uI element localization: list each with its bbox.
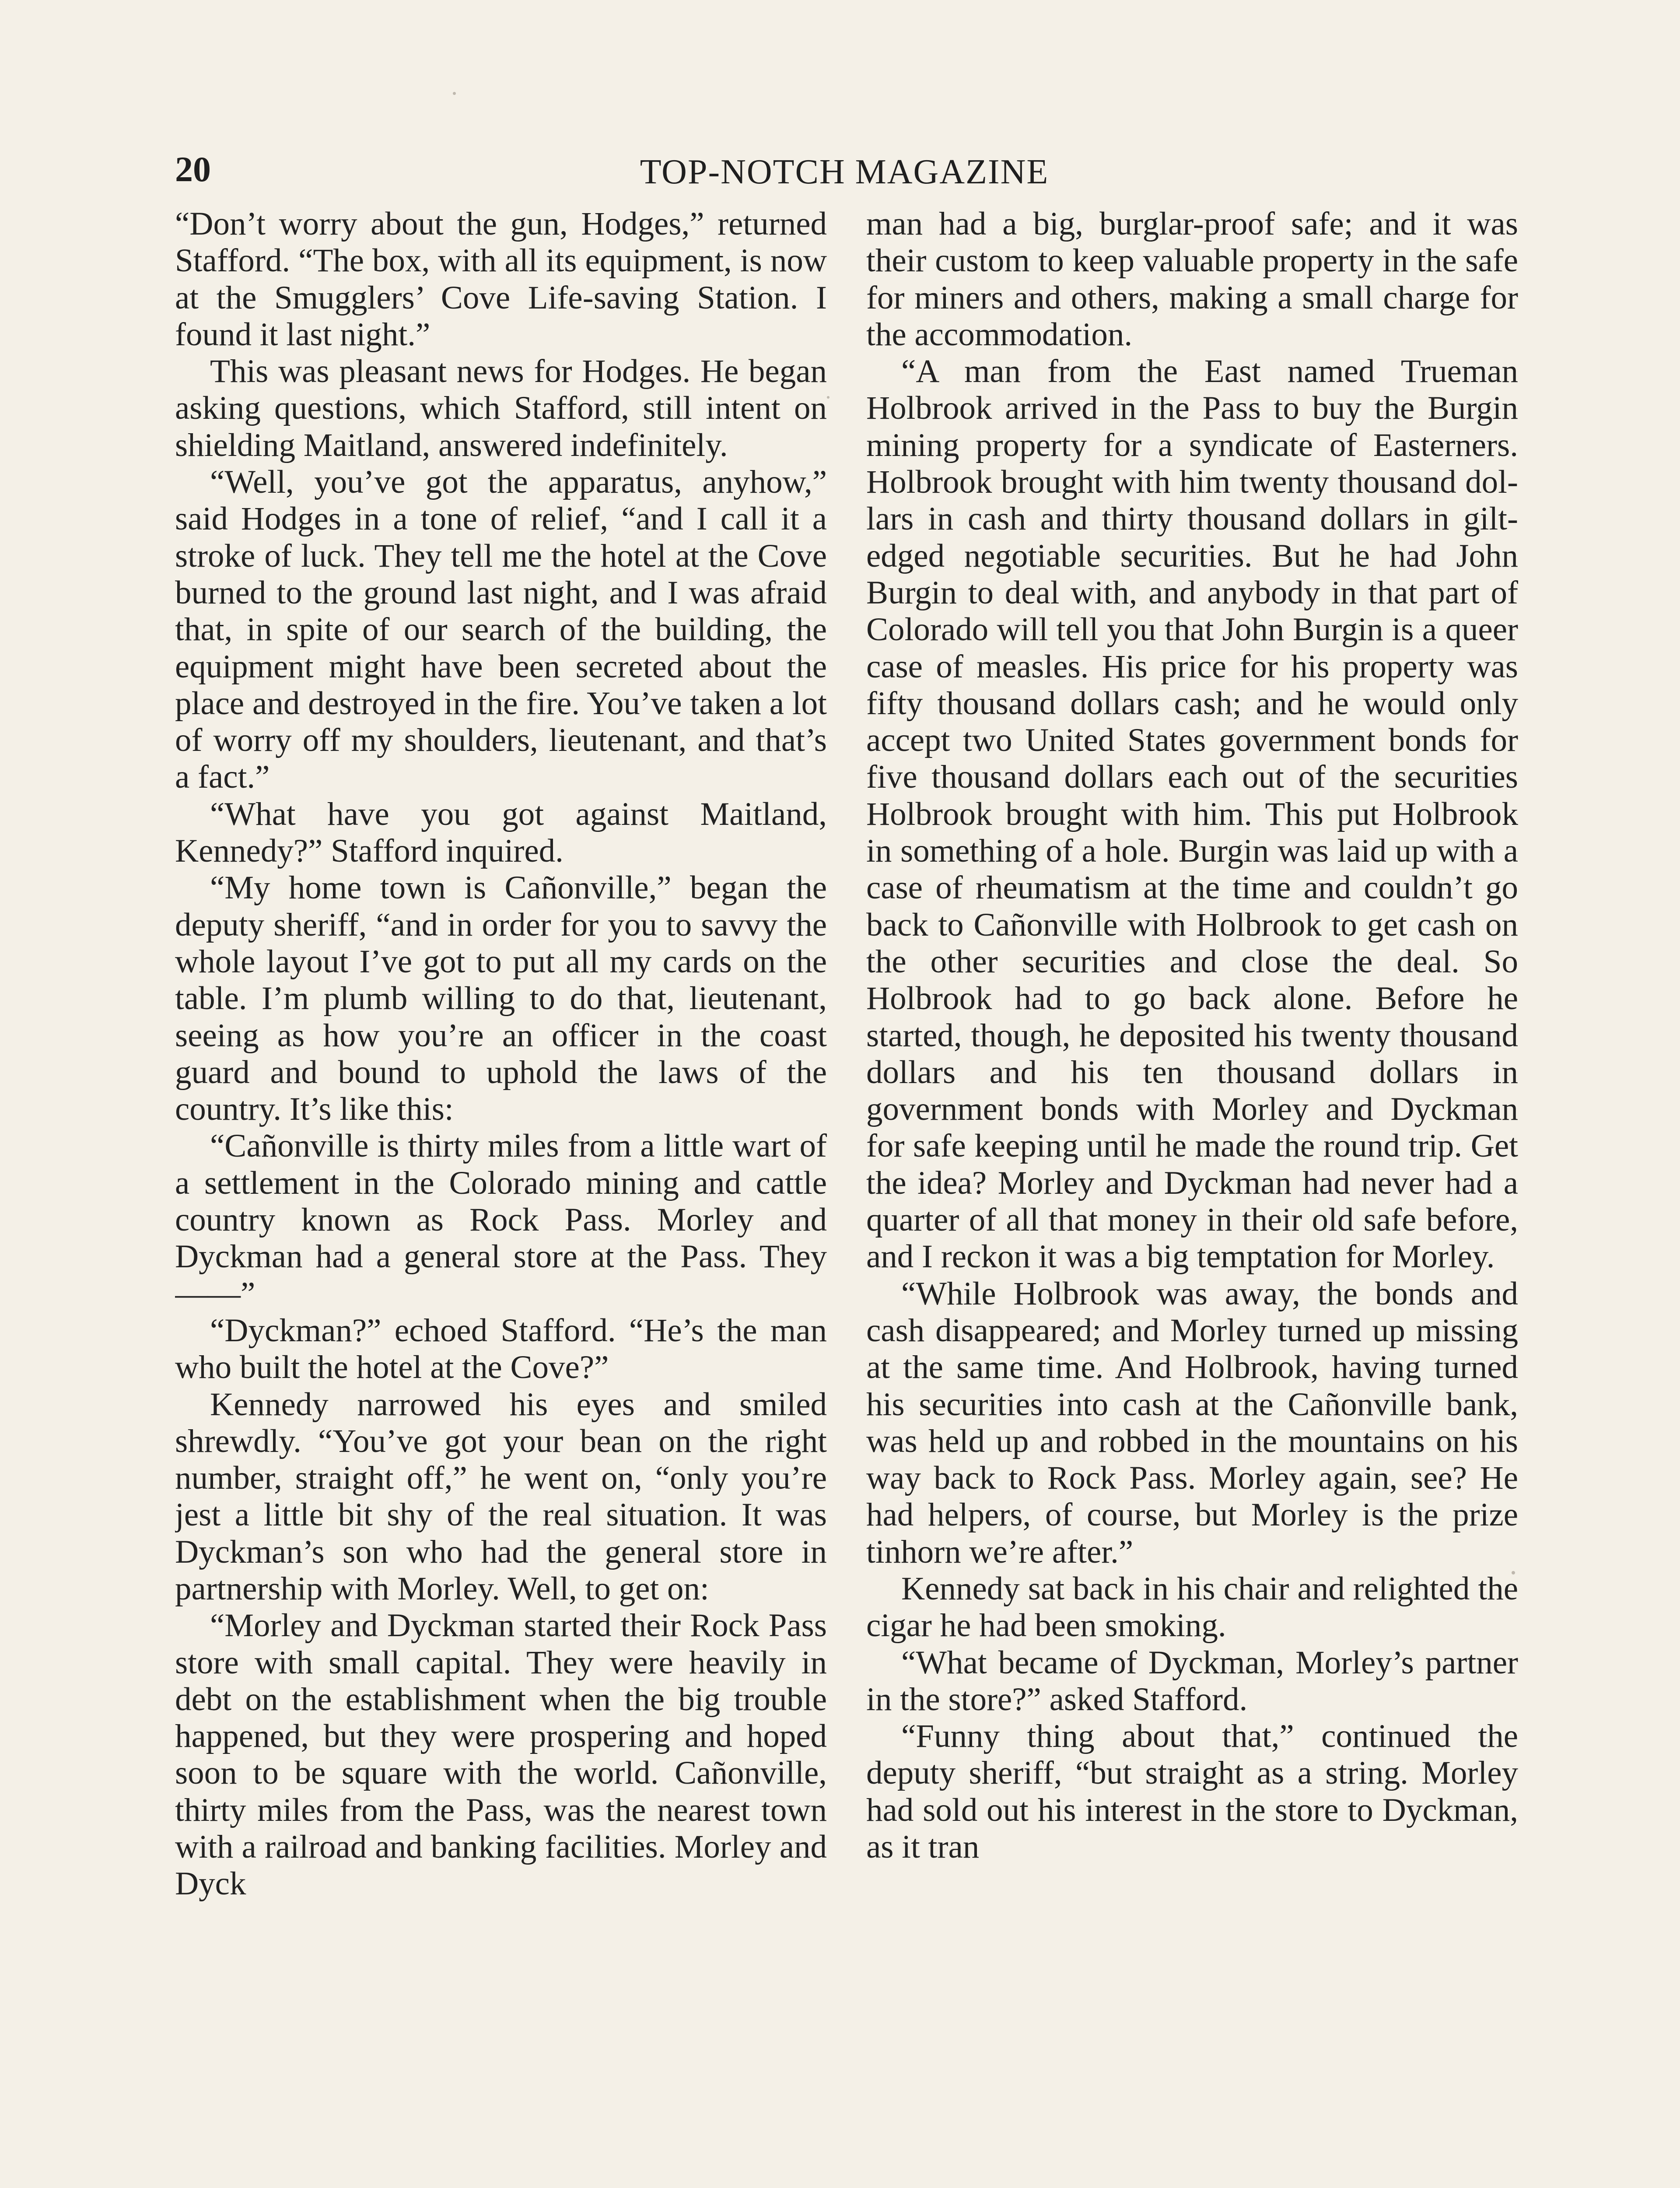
paragraph: “Well, you’ve got the apparatus, anyhow,” said Hodges in a tone of relief, “and I call it a stroke of luck. They tell me the hotel at the Cove burned to the ground last night, and I was afraid that, in spite of our search of the building, the equipment might have been secreted about the place and destroyed in the fire. You’ve taken a lot of worry off my shoulders, lieutenant, and that’s a fact.” <box>175 464 827 796</box>
paper-speck <box>1512 1571 1515 1574</box>
paragraph: “While Holbrook was away, the bonds and cash disappeared; and Morley turned up missing at the same time. And Holbrook, having turned his securities into cash at the Cañonville bank, was held up and robbed in the mountains on his way back to Rock Pass. Morley again, see? He had helpers, of course, but Morley is the prize tinhorn we’re after.” <box>866 1275 1518 1570</box>
page-number: 20 <box>175 149 211 189</box>
page-header <box>175 144 1514 201</box>
paragraph: “What became of Dyckman, Morley’s partner in the store?” asked Stafford. <box>866 1644 1518 1718</box>
paragraph: “A man from the East named Trueman Holbrook arrived in the Pass to buy the Burgin mining property for a syndicate of Easterners. Holbrook brought with him twenty thousand dollars in cash and thirty thousand dollars in gilt-edged negotiable securities. But he had John Burgin to deal with, and anybody in that part of Colorado will tell you that John Burgin is a queer case of measles. His price for his property was fifty thousand dollars cash; and he would only accept two United States government bonds for five thousand dollars each out of the securities Holbrook brought with him. This put Holbrook in something of a hole. Burgin was laid up with a case of rheumatism at the time and couldn’t go back to Cañonville with Holbrook to get cash on the other securities and close the deal. So Holbrook had to go back alone. Before he started, though, he deposited his twenty thousand dollars and his ten thousand dollars in government bonds with Morley and Dyckman for safe keeping until he made the round trip. Get the idea? Morley and Dyckman had never had a quarter of all that money in their old safe before, and I reckon it was a big temptation for Morley. <box>866 353 1518 1275</box>
paragraph: “Funny thing about that,” continued the deputy sheriff, “but straight as a string. Morley had sold out his interest in the store to Dyckman, as it tran <box>866 1718 1518 1865</box>
paragraph: Kennedy sat back in his chair and relighted the cigar he had been smoking. <box>866 1570 1518 1644</box>
running-head: TOP-NOTCH MAGAZINE <box>640 153 1049 191</box>
paragraph: “My home town is Cañonville,” began the deputy sheriff, “and in order for you to savvy the whole layout I’ve got to put all my cards on the table. I’m plumb willing to do that, lieutenant, seeing as how you’re an officer in the coast guard and bound to uphold the laws of the country. It’s like this: <box>175 870 827 1128</box>
paragraph: This was pleasant news for Hodges. He began asking questions, which Stafford, still intent on shielding Maitland, answered indefinitely. <box>175 353 827 463</box>
paragraph: man had a big, burglar-proof safe; and it was their custom to keep valuable property in the safe for miners and others, making a small charge for the accommodation. <box>866 206 1518 353</box>
paper-speck <box>827 396 830 399</box>
paragraph: “Don’t worry about the gun, Hodges,” returned Stafford. “The box, with all its equipment, is now at the Smugglers’ Cove Life-saving Station. I found it last night.” <box>175 206 827 353</box>
text-column-left <box>175 206 827 2188</box>
text-column-right <box>866 206 1518 2188</box>
paper-speck <box>453 92 456 95</box>
paragraph: “What have you got against Maitland, Kennedy?” Stafford inquired. <box>175 796 827 870</box>
paragraph: Kennedy narrowed his eyes and smiled shrewdly. “You’ve got your bean on the right number, straight off,” he went on, “only you’re jest a little bit shy of the real situation. It was Dyckman’s son who had the general store in partnership with Morley. Well, to get on: <box>175 1386 827 1607</box>
paragraph: “Cañonville is thirty miles from a little wart of a settlement in the Colorado mining and cattle country known as Rock Pass. Morley and Dyckman had a general store at the Pass. They——” <box>175 1128 827 1312</box>
paragraph: “Morley and Dyckman started their Rock Pass store with small capital. They were heavily in debt on the establishment when the big trouble happened, but they were prospering and hoped soon to be square with the world. Cañonville, thirty miles from the Pass, was the nearest town with a railroad and banking facilities. Morley and Dyck <box>175 1607 827 1902</box>
paragraph: “Dyckman?” echoed Stafford. “He’s the man who built the hotel at the Cove?” <box>175 1312 827 1386</box>
